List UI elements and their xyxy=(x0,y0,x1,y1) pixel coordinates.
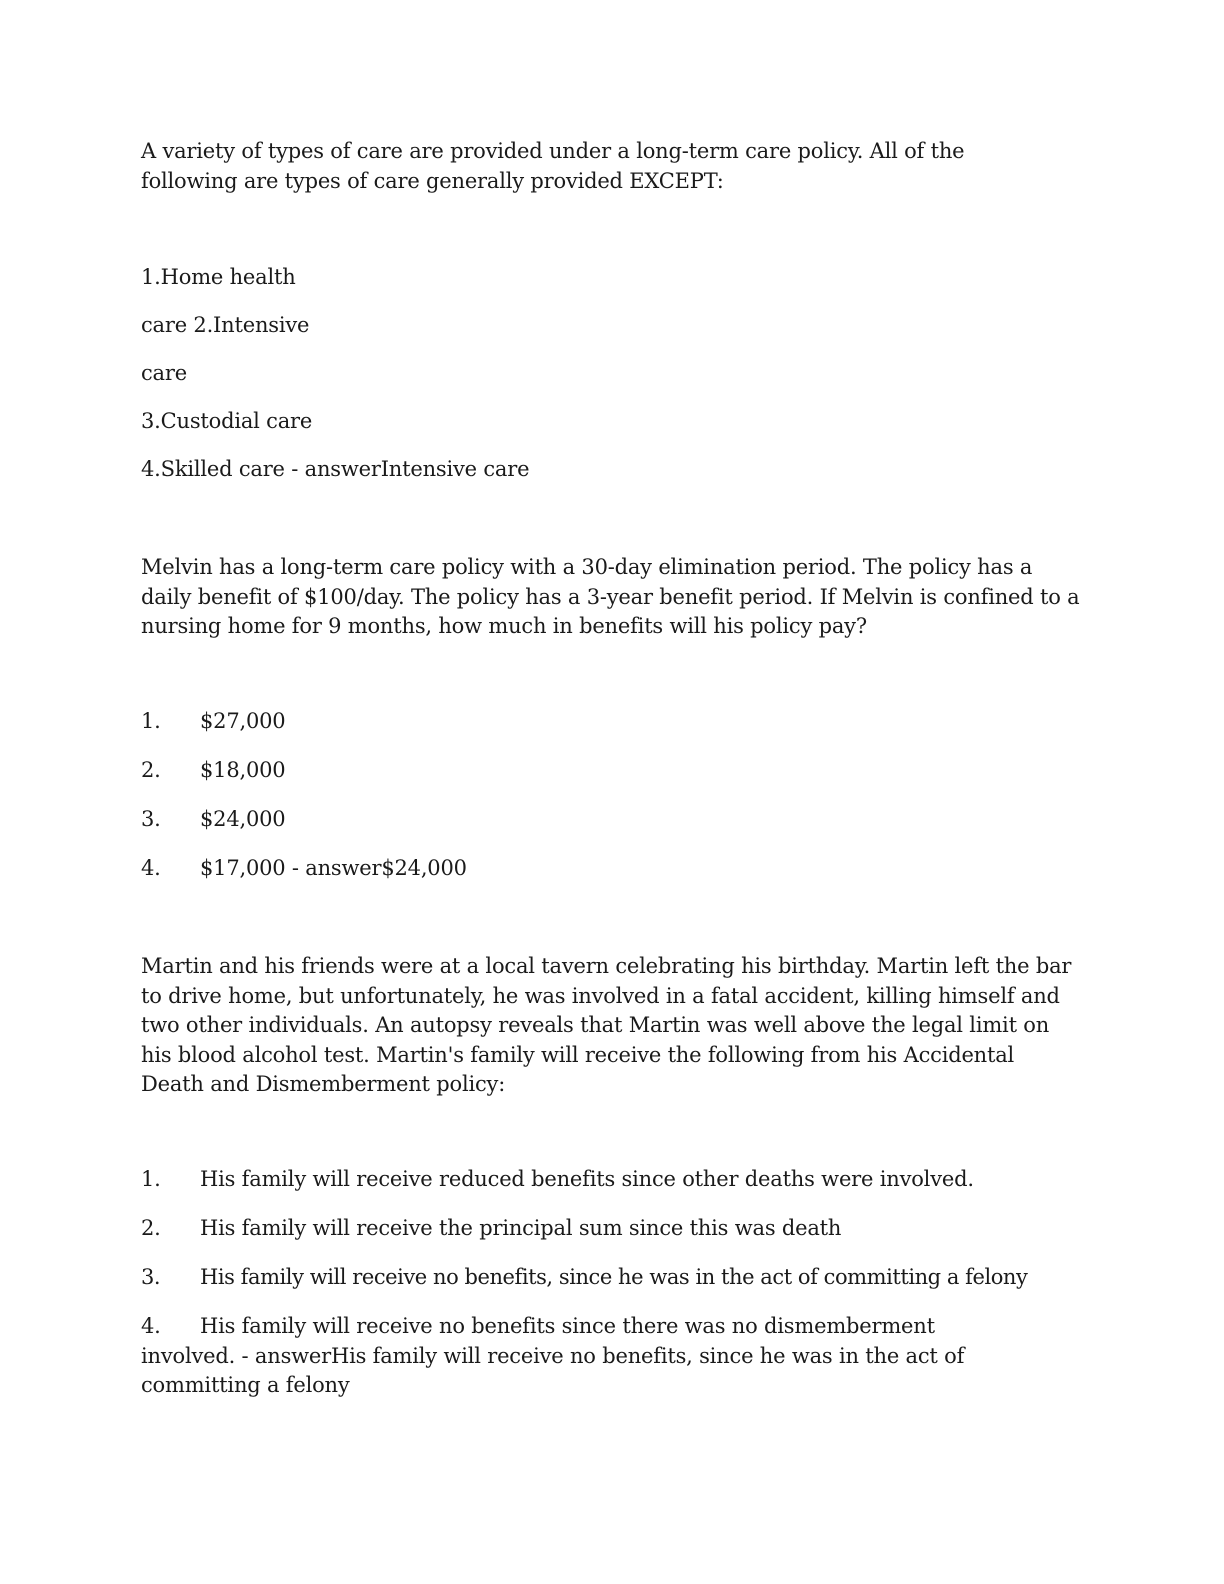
question-3-option-1 xyxy=(141,1165,1101,1195)
option-number: 4. xyxy=(141,1314,161,1338)
option-text: $18,000 xyxy=(200,758,286,782)
option-number: 1. xyxy=(141,709,161,733)
question-1-line-4: 3.Custodial care xyxy=(141,409,313,433)
question-2-option-3 xyxy=(141,805,467,835)
option-text: His family will receive reduced benefits since other deaths were involved. xyxy=(200,1167,974,1191)
question-3-option-3 xyxy=(141,1263,1101,1293)
question-1-stem: A variety of types of care are provided under a long-term care policy. All of the following are types of care generally provided EXCEPT: xyxy=(141,139,965,193)
option-text: His family will receive no benefits since there was no dismemberment involved. - answerHis family will receive no benefits, since he was in the act of committing a felony xyxy=(141,1314,965,1397)
option-number: 2. xyxy=(141,1216,161,1240)
option-number: 3. xyxy=(141,807,161,831)
question-2-option-4 xyxy=(141,854,467,884)
option-text: $24,000 xyxy=(200,807,286,831)
option-number: 2. xyxy=(141,758,161,782)
question-3-stem: Martin and his friends were at a local tavern celebrating his birthday. Martin left the bar to drive home, but unfortunately, he was involved in a fatal accident, killing himself and two other individuals. An autopsy reveals that Martin was well above the legal limit on his blood alcohol test. Martin's family will receive the following from his Accidental Death and Dismemberment policy: xyxy=(141,954,1072,1096)
question-1-line-2: care 2.Intensive xyxy=(141,313,310,337)
option-number: 3. xyxy=(141,1265,161,1289)
question-3-option-2 xyxy=(141,1214,1101,1244)
option-text: $17,000 - answer$24,000 xyxy=(200,856,467,880)
option-text: His family will receive the principal sum since this was death xyxy=(200,1216,842,1240)
question-3-option-4 xyxy=(141,1312,1011,1401)
question-1-line-3: care xyxy=(141,361,187,385)
question-1-line-1: 1.Home health xyxy=(141,265,296,289)
question-2-options xyxy=(141,707,467,903)
option-text: $27,000 xyxy=(200,709,286,733)
question-2-option-1 xyxy=(141,707,467,737)
question-2-option-2 xyxy=(141,756,467,786)
question-1-options xyxy=(141,263,529,503)
option-number: 1. xyxy=(141,1167,161,1191)
question-3-options xyxy=(141,1165,1101,1420)
option-number: 4. xyxy=(141,856,161,880)
question-2-stem: Melvin has a long-term care policy with a 30-day elimination period. The policy has a daily benefit of $100/day. The policy has a 3-year benefit period. If Melvin is confined to a nursing home for 9 months, how much in benefits will his policy pay? xyxy=(141,555,1080,638)
question-1-line-5: 4.Skilled care - answerIntensive care xyxy=(141,457,530,481)
option-text: His family will receive no benefits, since he was in the act of committing a felony xyxy=(200,1265,1028,1289)
